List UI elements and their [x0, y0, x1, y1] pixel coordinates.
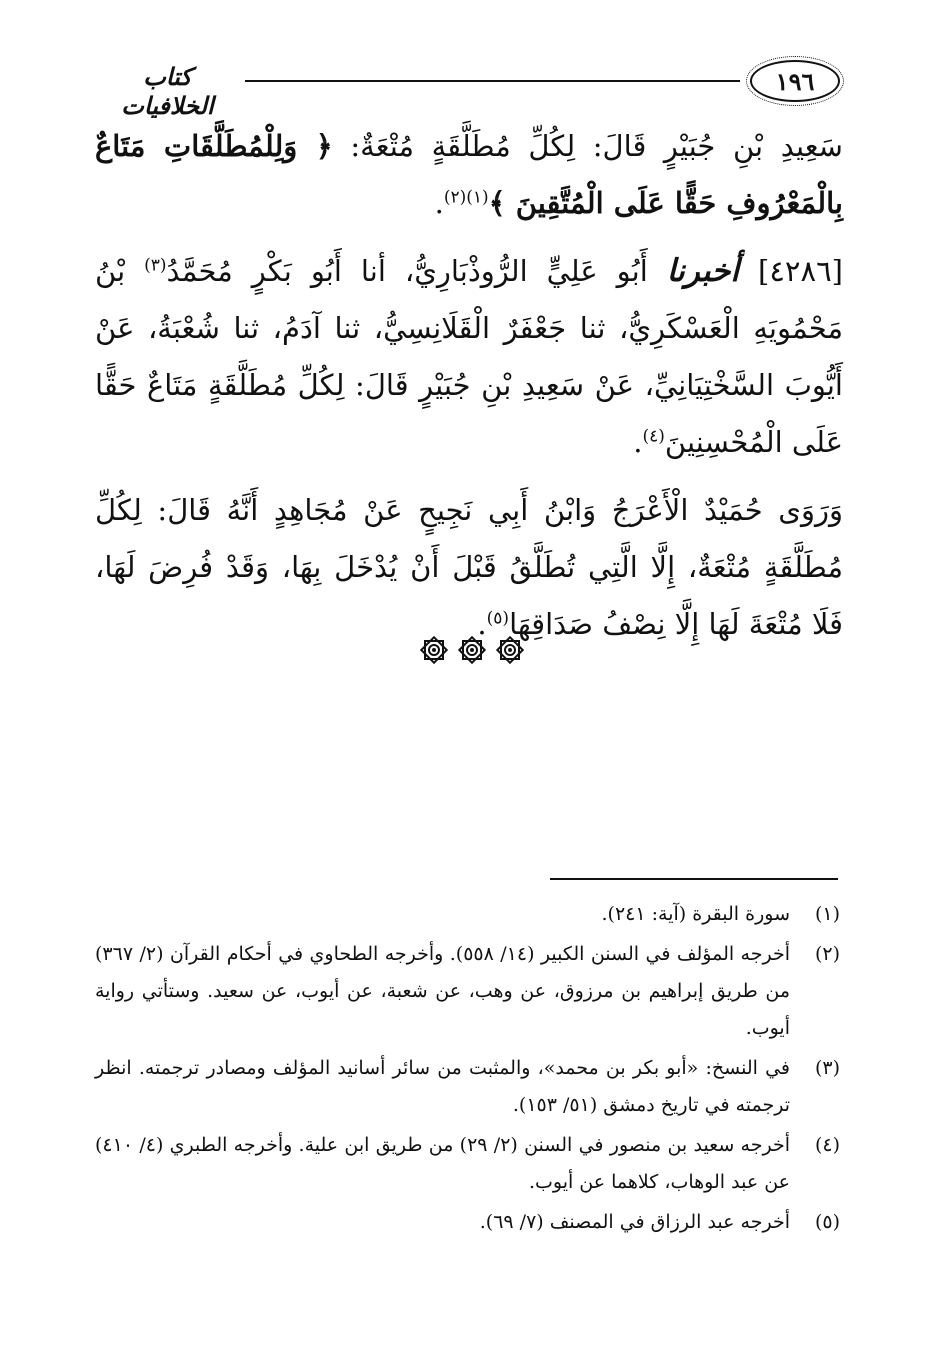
footnote-item: [95, 936, 840, 1047]
footnote-number: (٢): [814, 943, 840, 965]
hadith-number: [٤٢٨٦]: [758, 254, 843, 288]
section-end-ornaments: [0, 636, 943, 664]
footnote-number: (١): [814, 903, 840, 925]
p2-text-a: أَبُو عَلِيٍّ الرُّوذْبَارِيُّ، أنا أَبُو بَكْرٍ مُحَمَّدُ: [166, 254, 667, 288]
p1-text: سَعِيدِ بْنِ جُبَيْرٍ قَالَ: لِكُلِّ مُطَلَّقَةٍ مُتْعَةٌ:: [332, 129, 843, 163]
footnote-mark-1-2: (١)(٢): [443, 187, 489, 208]
p3-end: .: [477, 607, 487, 641]
book-title: كتاب الخلافيات: [121, 62, 214, 120]
footnote-item: [95, 1204, 840, 1241]
footnote-text: أخرجه المؤلف في السنن الكبير (١٤/ ٥٥٨). وأخرجه الطحاوي في أحكام القرآن (٢/ ٣٦٧) من طريق إبراهيم بن مرزوق، عن وهب، عن شعبة، عن أيوب، عن سعيد. وستأتي رواية أيوب.: [95, 943, 790, 1039]
footnote-text: أخرجه عبد الرزاق في المصنف (٧/ ٦٩).: [479, 1211, 790, 1233]
p2-end: .: [633, 425, 643, 459]
quran-verse: ﴿ وَلِلْمُطَلَّقَاتِ مَتَاعٌ بِالْمَعْرُوفِ حَقًّا عَلَى الْمُتَّقِينَ ﴾: [95, 129, 843, 220]
paragraph-2: [95, 243, 843, 471]
footnote-number: (٤): [814, 1134, 840, 1156]
header-rule: [245, 80, 740, 82]
footnote-text: أخرجه سعيد بن منصور في السنن (٢/ ٢٩) من طريق ابن علية. وأخرجه الطبري (٤/ ٤١٠) عن عبد الوهاب، كلاهما عن أيوب.: [95, 1134, 790, 1193]
footnote-mark-4: (٤): [642, 426, 665, 447]
footnote-rule: [550, 878, 838, 880]
footnote-mark-3: (٣): [144, 255, 167, 276]
p2-text-b: بْنُ مَحْمُويَهِ الْعَسْكَرِيُّ، ثنا جَعْفَرٌ الْقَلَانِسِيُّ، ثنا آدَمُ، ثنا شُعْبَةُ، عَنْ أَيُّوبَ السَّخْتِيَانِيِّ، عَنْ سَعِيدِ بْنِ جُبَيْرٍ قَالَ: لِكُلِّ مُطَلَّقَةٍ مَتَاعٌ حَقًّا عَلَى الْمُحْسِنِينَ: [95, 254, 843, 459]
page-number: ١٩٦: [750, 60, 840, 102]
footnote-item: [95, 1050, 840, 1124]
footnotes: [95, 896, 840, 1244]
p1-end: .: [434, 186, 444, 220]
footnote-number: (٥): [814, 1211, 840, 1233]
flower-ornament-icon: [496, 636, 524, 664]
footnote-mark-5: (٥): [486, 608, 510, 629]
paragraph-1: [95, 118, 843, 232]
footnote-text: سورة البقرة (آية: ٢٤١).: [601, 903, 790, 925]
flower-ornament-icon: [420, 636, 448, 664]
akhbarana-label: أخبرنا: [666, 253, 740, 289]
footnote-number: (٣): [814, 1057, 840, 1079]
flower-ornament-icon: [458, 636, 486, 664]
paragraph-3: [95, 482, 843, 653]
page-header: [95, 58, 840, 120]
main-text: [95, 118, 843, 664]
footnote-item: [95, 1127, 840, 1201]
footnote-item: [95, 896, 840, 933]
footnote-text: في النسخ: «أبو بكر بن محمد»، والمثبت من سائر أسانيد المؤلف ومصادر ترجمته. انظر ترجمته في تاريخ دمشق (٥١/ ١٥٣).: [95, 1057, 790, 1116]
p3-text: وَرَوَى حُمَيْدٌ الْأَعْرَجُ وَابْنُ أَبِي نَجِيحٍ عَنْ مُجَاهِدٍ أَنَّهُ قَالَ: لِكُلِّ مُطَلَّقَةٍ مُتْعَةٌ، إِلَّا الَّتِي تُطَلَّقُ قَبْلَ أَنْ يُدْخَلَ بِهَا، وَقَدْ فُرِضَ لَهَا، فَلَا مُتْعَةَ لَهَا إِلَّا نِصْفُ صَدَاقِهَا: [95, 493, 843, 641]
